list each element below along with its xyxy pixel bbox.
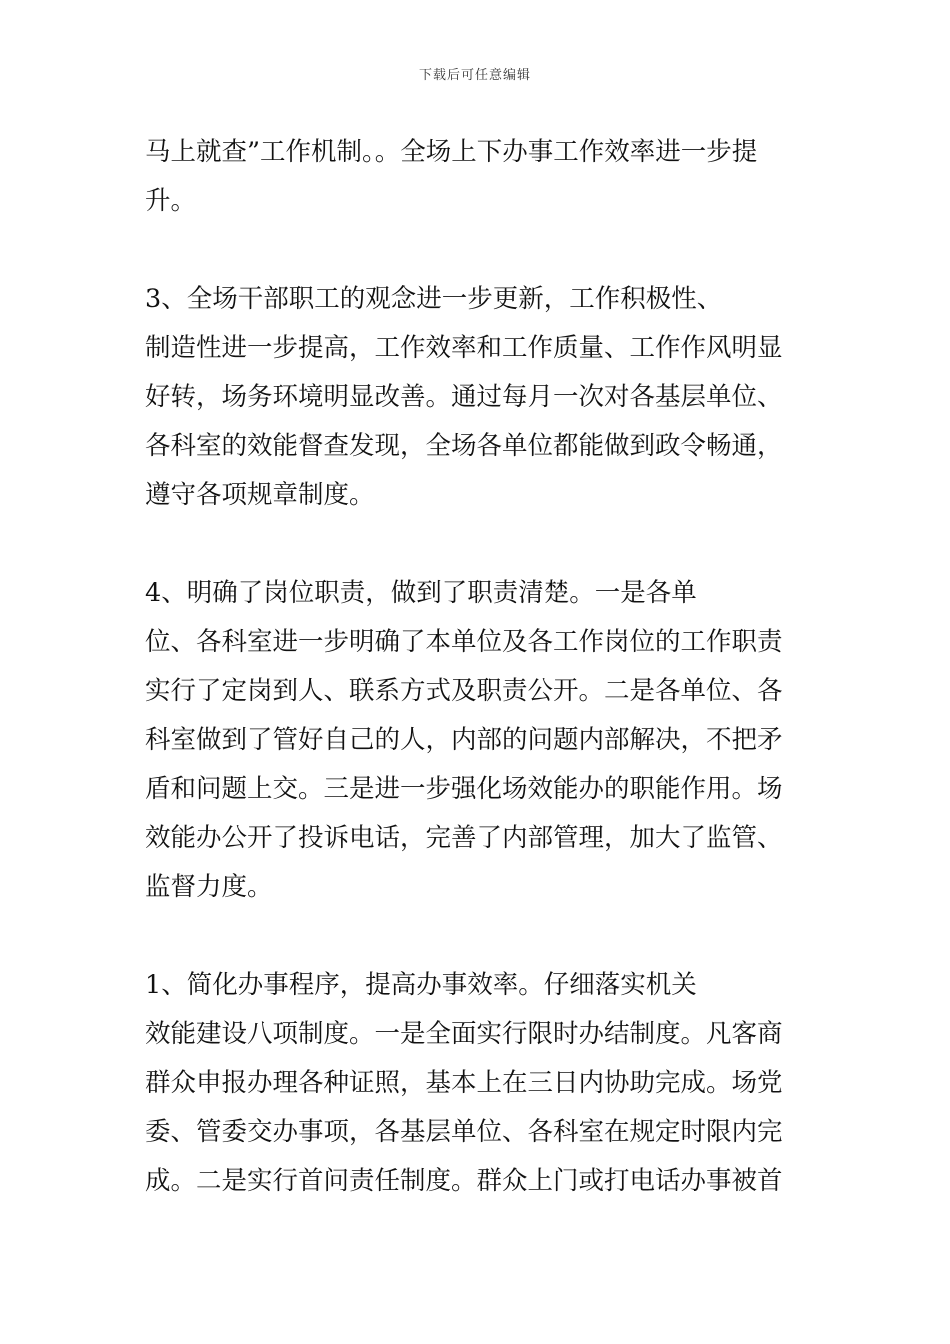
paragraph-item-1: 1、简化办事程序，提高办事效率。仔细落实机关 效能建设八项制度。一是全面实行限时办结制度。凡客商 群众申报办理各种证照，基本上在三日内协助完成。场党 委、管委交办事项，各基层单位、各科室在规定时限内完 成。二是实行首问责任制度。群众上门或打电话办事被首: [145, 970, 783, 1196]
paragraph-continuation: 马上就查”工作机制。。全场上下办事工作效率进一步提 升。: [145, 137, 758, 216]
document-body: [145, 128, 815, 1255]
page-header: 下载后可任意编辑: [418, 68, 531, 83]
paragraph-item-3: 3、全场干部职工的观念进一步更新，工作积极性、 制造性进一步提高，工作效率和工作质量、工作作风明显 好转，场务环境明显改善。通过每月一次对各基层单位、 各科室的效能督查发现，全场各单位都能做到政令畅通， 遵守各项规章制度。: [145, 284, 783, 510]
paragraph-item-4: 4、明确了岗位职责，做到了职责清楚。一是各单 位、各科室进一步明确了本单位及各工作岗位的工作职责 实行了定岗到人、联系方式及职责公开。二是各单位、各 科室做到了管好自己的人，内部的问题内部解决，不把矛 盾和问题上交。三是进一步强化场效能办的职能作用。场 效能办公开了投诉电话，完善了内部管理，加大了监管、 监督力度。: [145, 578, 783, 902]
